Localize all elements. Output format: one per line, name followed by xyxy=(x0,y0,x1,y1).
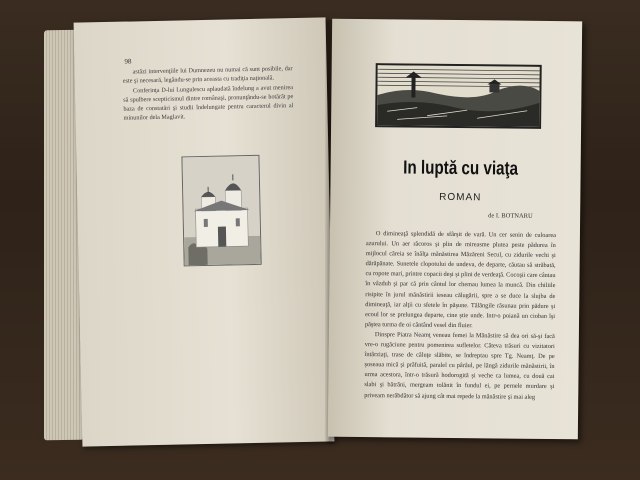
woodcut-image xyxy=(377,65,540,127)
woodcut-landscape-illustration xyxy=(375,63,542,129)
right-page xyxy=(328,19,582,440)
left-page xyxy=(74,17,335,446)
page-number: 98 xyxy=(124,57,132,66)
author-line: de I. BOTNARU xyxy=(488,212,533,220)
church-image xyxy=(182,156,260,266)
paragraph: astăzi intervenţiile lui Dumnezeu nu numai că sunt posibile, dar este şi necesară, legându-se prin aceasta cu tradiţia naţională. xyxy=(122,65,293,85)
chapter-subtitle: ROMAN xyxy=(439,191,482,204)
paragraph: Dinspre Piatra Neamţ veneau femei la Mănăstire să dea ori să-şi facă vre-o rugăciune pentru pomenirea sufletelor. Câteva trăsuri cu vizitatori întârziaţi, trase de căluţe slăbite, se îndreptau spre Tg. Neamţ. De pe şoseaua mică şi prăfuită, paralel cu pârâul, pe lângă zidurile mănăstirii, în urma acestora, într-o trăsură hodorogită şi veche ca lumea, cu două cai slabi şi bătrâni, mergeam tolănit în fundul ei, pe pernele murdare şi priveam nerăbdător să ajung cât mai repede la mănăstire şi mai aleg xyxy=(364,331,555,401)
chapter-title: In luptă cu viaţa xyxy=(403,157,519,180)
right-page-text xyxy=(364,229,556,403)
church-photograph xyxy=(181,155,261,267)
paragraph: O dimineaţă splendidă de sfârşit de vară. Un cer senin de culoarea azurului. Un aer răcoros şi plin de mireasme plutea peste pădurea în mijlocul căreia se înălţa mănăstirea Măzăreni Secul, cu zidurile vechi şi dărăpănate. Sunetele clopotului de undeva, de departe, căutau să străbată, cu ropote mari, printre copacii deşi şi plini de verdeaţă. Cocoşii care cântau în vâzduh şi par că prin cântul lor chemau lumea la muncă. Din chiliile risipite în jurul mănăstirii ieseau călugării, spre a se duce la slujba de dimineaţă, iar alţii cu sfetele în păşune. Tălăngile răsunau prin pădure şi ecoul lor se prelungea departe, cine ştie unde. Intr-o poiană un cioban îşi păştea turma de oi cântând vesel din fluier. xyxy=(364,230,556,330)
left-page-text xyxy=(123,64,294,123)
paragraph: Conferinţa D-lui Lungulescu aplaudată îndelung a avut menirea să spulbere scepticismul dintre românaşi, pronunţându-se hotărât pe baza de constatări şi studii îndelungate pentru caracterul divin al minunilor dela Maglavit. xyxy=(123,83,294,123)
